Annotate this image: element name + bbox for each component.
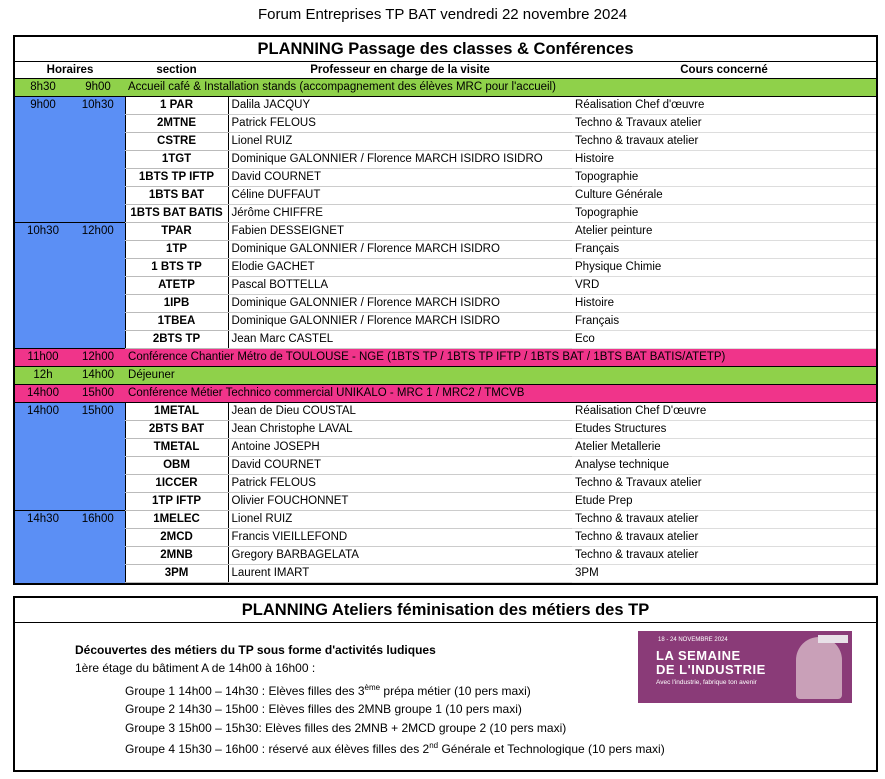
cours-cell: Topographie xyxy=(572,169,876,187)
block1-start: 9h00 xyxy=(15,97,71,223)
cours-cell: Techno & Travaux atelier xyxy=(572,475,876,493)
atelier-group-3: Groupe 3 15h00 – 15h30: Elèves filles des 2MNB + 2MCD groupe 2 (10 pers maxi) xyxy=(125,721,567,735)
cours-cell: Techno & travaux atelier xyxy=(572,547,876,565)
professeur-cell: Dalila JACQUY xyxy=(228,97,572,115)
section-cell: 1TP xyxy=(125,241,228,259)
section-cell: 1ICCER xyxy=(125,475,228,493)
table-row xyxy=(15,457,876,475)
block4-start: 14h30 xyxy=(15,511,71,583)
atelier-group-1 xyxy=(125,683,531,698)
table-row xyxy=(15,421,876,439)
section-cell: 1TBEA xyxy=(125,313,228,331)
atelier-group-2: Groupe 2 14h30 – 15h00 : Elèves filles des 2MNB groupe 1 (10 pers maxi) xyxy=(125,702,522,716)
header-horaires: Horaires xyxy=(15,62,125,79)
conference-row-2 xyxy=(15,385,876,403)
cours-cell: Techno & travaux atelier xyxy=(572,133,876,151)
conf1-label: Conférence Chantier Métro de TOULOUSE - NGE (1BTS TP / 1BTS TP IFTP / 1BTS BAT / 1BTS BAT BATIS/ATETP) xyxy=(125,349,876,367)
section-cell: 2BTS BAT xyxy=(125,421,228,439)
table-row xyxy=(15,223,876,241)
banner-tagline: Avec l'industrie, fabrique ton avenir xyxy=(656,679,757,686)
professeur-cell: Francis VIEILLEFOND xyxy=(228,529,572,547)
conf1-start: 11h00 xyxy=(15,349,71,367)
professeur-cell: Dominique GALONNIER / Florence MARCH ISIDRO xyxy=(228,313,572,331)
table-row xyxy=(15,331,876,349)
section-cell: CSTRE xyxy=(125,133,228,151)
professeur-cell: Elodie GACHET xyxy=(228,259,572,277)
accueil-label: Accueil café & Installation stands (accompagnement des élèves MRC pour l'accueil) xyxy=(125,79,876,97)
header-professeur: Professeur en charge de la visite xyxy=(228,62,572,79)
atelier-group-4 xyxy=(125,741,665,756)
table-row xyxy=(15,295,876,313)
cours-cell: Réalisation Chef D'œuvre xyxy=(572,403,876,421)
block2-end: 12h00 xyxy=(71,223,125,349)
cours-cell: Atelier Metallerie xyxy=(572,439,876,457)
planning-header-row xyxy=(15,62,876,79)
group4-text-end: Générale et Technologique (10 pers maxi) xyxy=(438,742,665,756)
table-row xyxy=(15,241,876,259)
cours-cell: Culture Générale xyxy=(572,187,876,205)
cours-cell: VRD xyxy=(572,277,876,295)
table-row xyxy=(15,439,876,457)
cours-cell: Histoire xyxy=(572,151,876,169)
table-row xyxy=(15,259,876,277)
conf2-start: 14h00 xyxy=(15,385,71,403)
table-row xyxy=(15,475,876,493)
document-title: Forum Entreprises TP BAT vendredi 22 novembre 2024 xyxy=(257,6,628,23)
section-cell: 3PM xyxy=(125,565,228,583)
accueil-start: 8h30 xyxy=(15,79,71,97)
semaine-industrie-banner xyxy=(638,631,852,703)
table-row xyxy=(15,547,876,565)
professeur-cell: Lionel RUIZ xyxy=(228,511,572,529)
table-row xyxy=(15,133,876,151)
section-cell: 2BTS TP xyxy=(125,331,228,349)
block3-end: 15h00 xyxy=(71,403,125,511)
cours-cell: Réalisation Chef d'œuvre xyxy=(572,97,876,115)
planning-table xyxy=(15,62,876,583)
group1-sup: ème xyxy=(364,683,381,692)
banner-line2: DE L'INDUSTRIE xyxy=(656,662,766,677)
professeur-cell: Jean Christophe LAVAL xyxy=(228,421,572,439)
professeur-cell: Dominique GALONNIER / Florence MARCH ISIDRO xyxy=(228,295,572,313)
person-illustration-icon xyxy=(796,637,842,699)
table-row xyxy=(15,511,876,529)
cours-cell: Physique Chimie xyxy=(572,259,876,277)
conference-row-1 xyxy=(15,349,876,367)
block1-end: 10h30 xyxy=(71,97,125,223)
section-cell: TMETAL xyxy=(125,439,228,457)
conf1-end: 12h00 xyxy=(71,349,125,367)
ateliers-frame xyxy=(13,596,878,772)
banner-date: 18 - 24 NOVEMBRE 2024 xyxy=(658,637,728,643)
table-row xyxy=(15,97,876,115)
banner-line1: LA SEMAINE xyxy=(656,648,741,663)
group1-text: Groupe 1 14h00 – 14h30 : Elèves filles des 3 xyxy=(125,684,365,698)
section-cell: 1 PAR xyxy=(125,97,228,115)
table-row xyxy=(15,565,876,583)
cours-cell: Français xyxy=(572,241,876,259)
section-cell: 1METAL xyxy=(125,403,228,421)
section-cell: 1BTS TP IFTP xyxy=(125,169,228,187)
professeur-cell: Olivier FOUCHONNET xyxy=(228,493,572,511)
section-cell: 1IPB xyxy=(125,295,228,313)
table-row xyxy=(15,313,876,331)
table-row xyxy=(15,151,876,169)
dejeuner-label: Déjeuner xyxy=(125,367,876,385)
header-cours: Cours concerné xyxy=(572,62,876,79)
ateliers-subtitle: Découvertes des métiers du TP sous forme d'activités ludiques xyxy=(75,643,436,657)
cours-cell: Techno & Travaux atelier xyxy=(572,115,876,133)
conf2-end: 15h00 xyxy=(71,385,125,403)
group4-text: Groupe 4 15h30 – 16h00 : réservé aux élèves filles des 2 xyxy=(125,742,430,756)
ateliers-title: PLANNING Ateliers féminisation des métiers des TP xyxy=(15,598,876,623)
table-row xyxy=(15,115,876,133)
professeur-cell: Lionel RUIZ xyxy=(228,133,572,151)
logo-badge-icon xyxy=(818,635,848,643)
professeur-cell: David COURNET xyxy=(228,457,572,475)
section-cell: 1TGT xyxy=(125,151,228,169)
professeur-cell: Jérôme CHIFFRE xyxy=(228,205,572,223)
cours-cell: Analyse technique xyxy=(572,457,876,475)
table-row xyxy=(15,493,876,511)
professeur-cell: David COURNET xyxy=(228,169,572,187)
professeur-cell: Jean de Dieu COUSTAL xyxy=(228,403,572,421)
dejeuner-end: 14h00 xyxy=(71,367,125,385)
table-row xyxy=(15,529,876,547)
accueil-row xyxy=(15,79,876,97)
professeur-cell: Fabien DESSEIGNET xyxy=(228,223,572,241)
cours-cell: 3PM xyxy=(572,565,876,583)
table-row xyxy=(15,187,876,205)
section-cell: 1BTS BAT BATIS xyxy=(125,205,228,223)
cours-cell: Français xyxy=(572,313,876,331)
cours-cell: Techno & travaux atelier xyxy=(572,511,876,529)
section-cell: TPAR xyxy=(125,223,228,241)
header-section: section xyxy=(125,62,228,79)
planning-table-frame xyxy=(13,35,878,585)
section-cell: 1TP IFTP xyxy=(125,493,228,511)
professeur-cell: Pascal BOTTELLA xyxy=(228,277,572,295)
block2-start: 10h30 xyxy=(15,223,71,349)
table-row xyxy=(15,205,876,223)
professeur-cell: Dominique GALONNIER / Florence MARCH ISIDRO xyxy=(228,241,572,259)
dejeuner-start: 12h xyxy=(15,367,71,385)
professeur-cell: Laurent IMART xyxy=(228,565,572,583)
conf2-label: Conférence Métier Technico commercial UNIKALO - MRC 1 / MRC2 / TMCVB xyxy=(125,385,876,403)
professeur-cell: Patrick FELOUS xyxy=(228,115,572,133)
table-row xyxy=(15,169,876,187)
block3-start: 14h00 xyxy=(15,403,71,511)
section-cell: 1MELEC xyxy=(125,511,228,529)
table-row xyxy=(15,403,876,421)
cours-cell: Eco xyxy=(572,331,876,349)
planning-title: PLANNING Passage des classes & Conférences xyxy=(15,37,876,62)
cours-cell: Techno & travaux atelier xyxy=(572,529,876,547)
professeur-cell: Patrick FELOUS xyxy=(228,475,572,493)
professeur-cell: Céline DUFFAUT xyxy=(228,187,572,205)
cours-cell: Histoire xyxy=(572,295,876,313)
ateliers-location: 1ère étage du bâtiment A de 14h00 à 16h00 : xyxy=(75,661,316,675)
group1-text-end: prépa métier (10 pers maxi) xyxy=(380,684,531,698)
professeur-cell: Gregory BARBAGELATA xyxy=(228,547,572,565)
dejeuner-row xyxy=(15,367,876,385)
table-row xyxy=(15,277,876,295)
section-cell: 2MCD xyxy=(125,529,228,547)
cours-cell: Atelier peinture xyxy=(572,223,876,241)
block4-end: 16h00 xyxy=(71,511,125,583)
section-cell: 1 BTS TP xyxy=(125,259,228,277)
accueil-end: 9h00 xyxy=(71,79,125,97)
section-cell: 2MNB xyxy=(125,547,228,565)
professeur-cell: Dominique GALONNIER / Florence MARCH ISIDRO ISIDRO xyxy=(228,151,572,169)
section-cell: 2MTNE xyxy=(125,115,228,133)
section-cell: OBM xyxy=(125,457,228,475)
cours-cell: Etudes Structures xyxy=(572,421,876,439)
group4-sup: nd xyxy=(429,741,439,750)
section-cell: ATETP xyxy=(125,277,228,295)
cours-cell: Topographie xyxy=(572,205,876,223)
professeur-cell: Jean Marc CASTEL xyxy=(228,331,572,349)
cours-cell: Etude Prep xyxy=(572,493,876,511)
professeur-cell: Antoine JOSEPH xyxy=(228,439,572,457)
section-cell: 1BTS BAT xyxy=(125,187,228,205)
